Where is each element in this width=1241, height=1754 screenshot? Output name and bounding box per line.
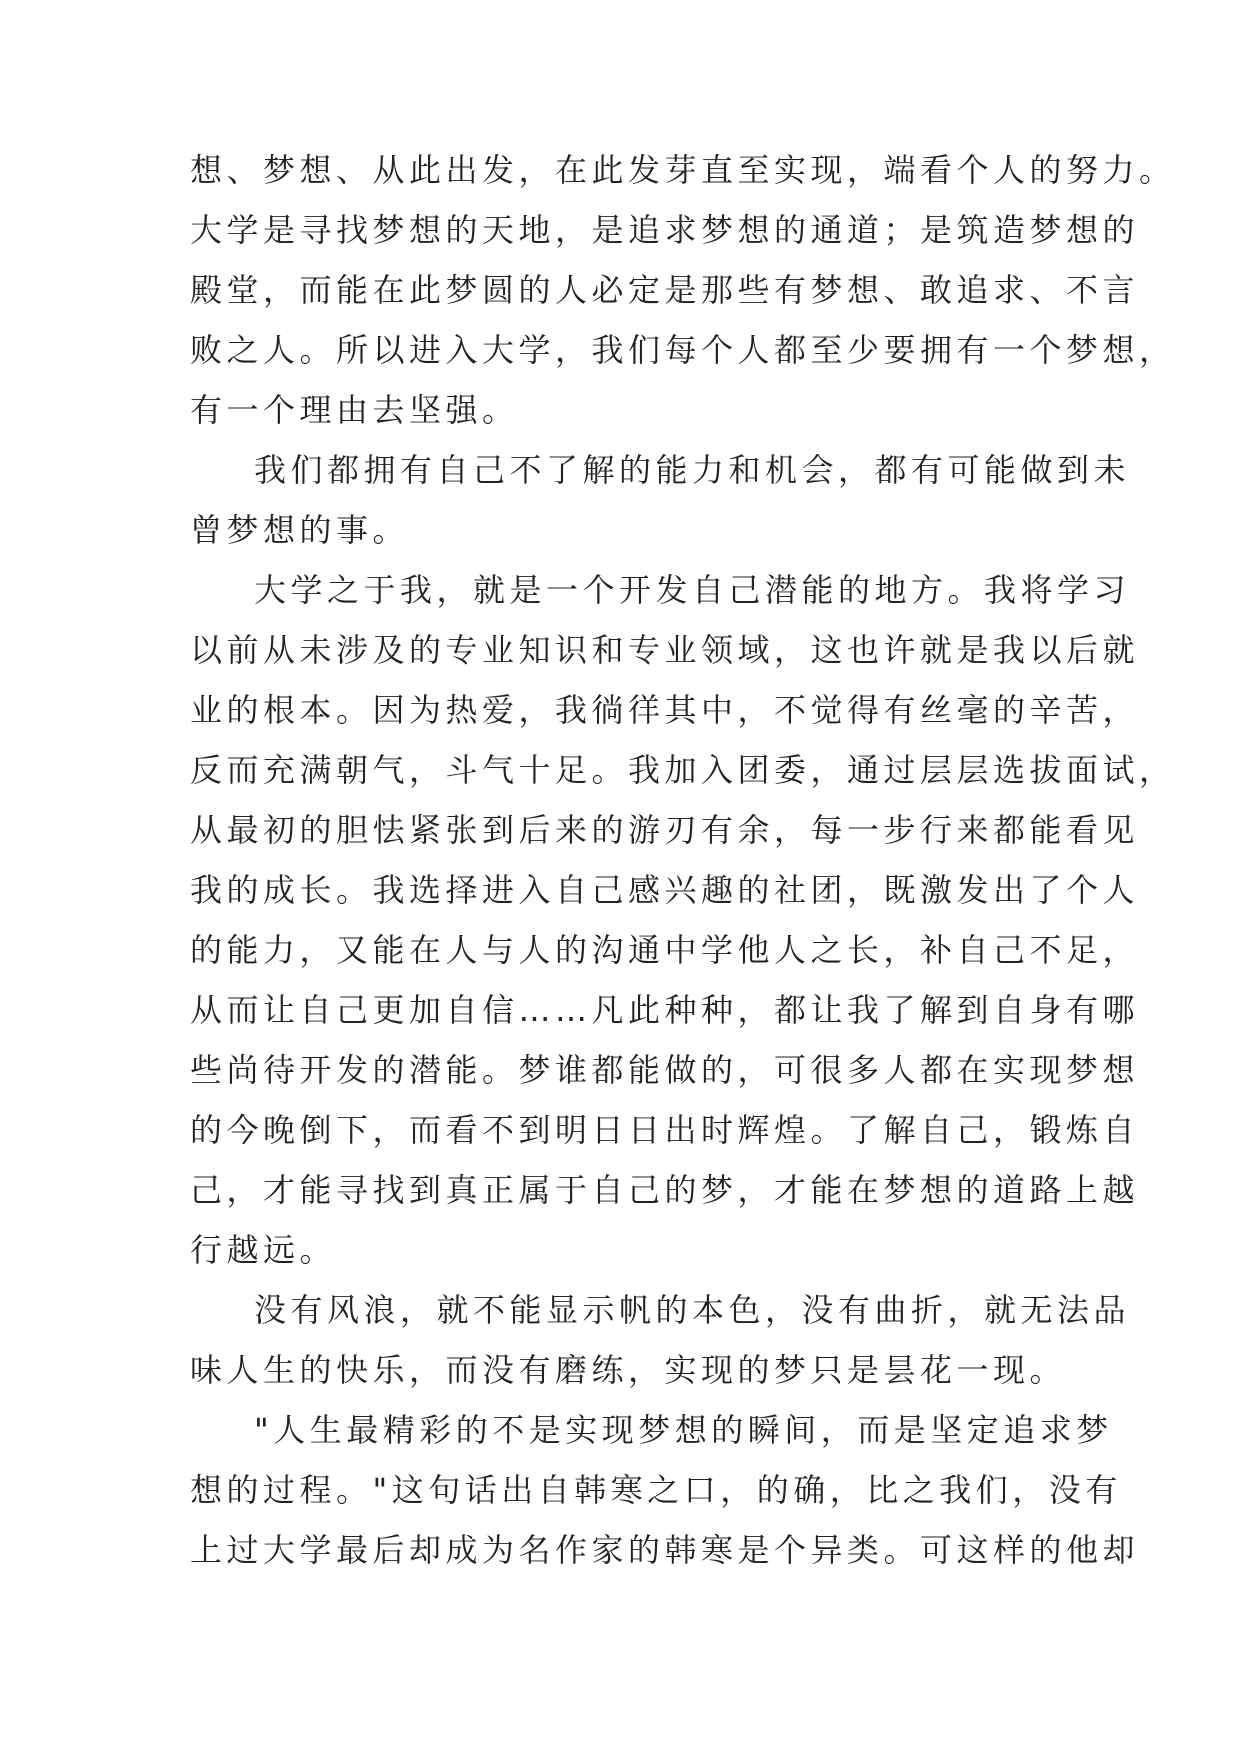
text-line: 想的过程。"这句话出自韩寒之口，的确，比之我们，没有	[190, 1471, 1122, 1509]
text-line: 反而充满朝气，斗气十足。我加入团委，通过层层选拔面试，	[190, 751, 1176, 789]
text-line: 大学之于我，就是一个开发自己潜能的地方。我将学习	[254, 571, 1131, 609]
text-line: 以前从未涉及的专业知识和专业领域，这也许就是我以后就	[190, 631, 1140, 669]
text-line: 些尚待开发的潜能。梦谁都能做的，可很多人都在实现梦想	[190, 1051, 1140, 1089]
text-line: 我们都拥有自己不了解的能力和机会，都有可能做到未	[254, 451, 1131, 489]
text-line: 殿堂，而能在此梦圆的人必定是那些有梦想、敢追求、不言	[190, 271, 1140, 309]
body-text	[190, 140, 1176, 1580]
text-line: 的能力，又能在人与人的沟通中学他人之长，补自己不足，	[190, 931, 1140, 969]
text-line: 有一个理由去坚强。	[190, 391, 519, 429]
text-line: 没有风浪，就不能显示帆的本色，没有曲折，就无法品	[254, 1291, 1131, 1329]
text-line: 行越远。	[190, 1231, 337, 1269]
text-line: 我的成长。我选择进入自己感兴趣的社团，既激发出了个人	[190, 871, 1140, 909]
text-line: 己，才能寻找到真正属于自己的梦，才能在梦想的道路上越	[190, 1171, 1140, 1209]
text-line: 味人生的快乐，而没有磨练，实现的梦只是昙花一现。	[190, 1351, 1067, 1389]
text-line: 上过大学最后却成为名作家的韩寒是个异类。可这样的他却	[190, 1531, 1140, 1569]
text-line: 想、梦想、从此出发，在此发芽直至实现，端看个人的努力。	[190, 151, 1176, 189]
text-line: 曾梦想的事。	[190, 511, 410, 549]
text-line: 大学是寻找梦想的天地，是追求梦想的通道；是筑造梦想的	[190, 211, 1140, 249]
text-line: 从最初的胆怯紧张到后来的游刃有余，每一步行来都能看见	[190, 811, 1140, 849]
text-line: 从而让自己更加自信……凡此种种，都让我了解到自身有哪	[190, 991, 1140, 1029]
text-line: 败之人。所以进入大学，我们每个人都至少要拥有一个梦想，	[190, 331, 1176, 369]
text-line: "人生最精彩的不是实现梦想的瞬间，而是坚定追求梦	[254, 1411, 1113, 1449]
text-line: 业的根本。因为热爱，我徜徉其中，不觉得有丝毫的辛苦，	[190, 691, 1140, 729]
text-line: 的今晚倒下，而看不到明日日出时辉煌。了解自己，锻炼自	[190, 1111, 1140, 1149]
